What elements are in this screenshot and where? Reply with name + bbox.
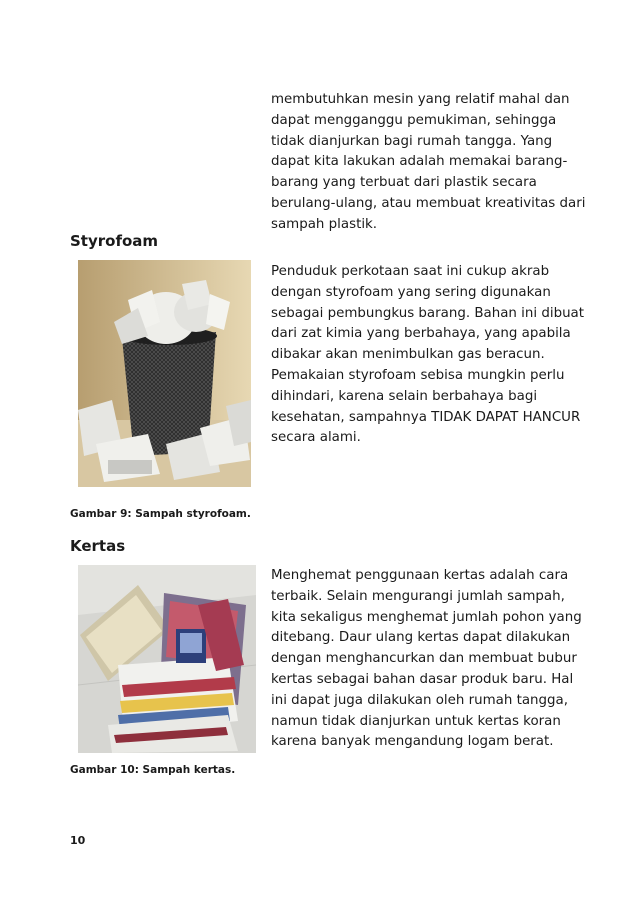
styrofoam-photo bbox=[78, 260, 251, 487]
kertas-paragraph: Menghemat penggunaan kertas adalah cara terbaik. Selain mengurangi jumlah sampah, kita sekaligus menghemat jumlah pohon yang ditebang. Daur ulang kertas dapat dilakukan dengan menghancurkan dan membuat bubur kertas sebagai bahan dasar produk baru. Hal ini dapat juga dilakukan oleh rumah tangga, namun tidak dianjurkan untuk kertas koran karena banyak mengandung logam berat. bbox=[271, 568, 582, 750]
styrofoam-paragraph: Penduduk perkotaan saat ini cukup akrab dengan styrofoam yang sering digunakan sebagai pembungkus barang. Bahan ini dibuat dari zat kimia yang berbahaya, yang apabila dibakar akan menimbulkan gas beracun. Pemakaian styrofoam sebisa mungkin perlu dihindari, karena selain berbahaya bagi kesehatan, sampahnya TIDAK DAPAT HANCUR secara alami. bbox=[271, 264, 585, 446]
paper-waste-image bbox=[78, 565, 256, 753]
paper-photo bbox=[78, 565, 256, 753]
intro-paragraph: membutuhkan mesin yang relatif mahal dan dapat mengganggu pemukiman, sehingga tidak dianjurkan bagi rumah tangga. Yang dapat kita lakukan adalah memakai barang-barang yang terbuat dari plastik secara berulang-ulang, atau membuat kreativitas dari sampah plastik. bbox=[271, 92, 586, 232]
section-heading-kertas: Kertas bbox=[70, 537, 126, 555]
styrofoam-trash-image bbox=[78, 260, 251, 487]
figure-caption-kertas: Gambar 10: Sampah kertas. bbox=[70, 764, 236, 776]
page-number: 10 bbox=[70, 834, 86, 847]
section-heading-styrofoam: Styrofoam bbox=[70, 232, 159, 250]
figure-caption-styrofoam: Gambar 9: Sampah styrofoam. bbox=[70, 508, 251, 520]
